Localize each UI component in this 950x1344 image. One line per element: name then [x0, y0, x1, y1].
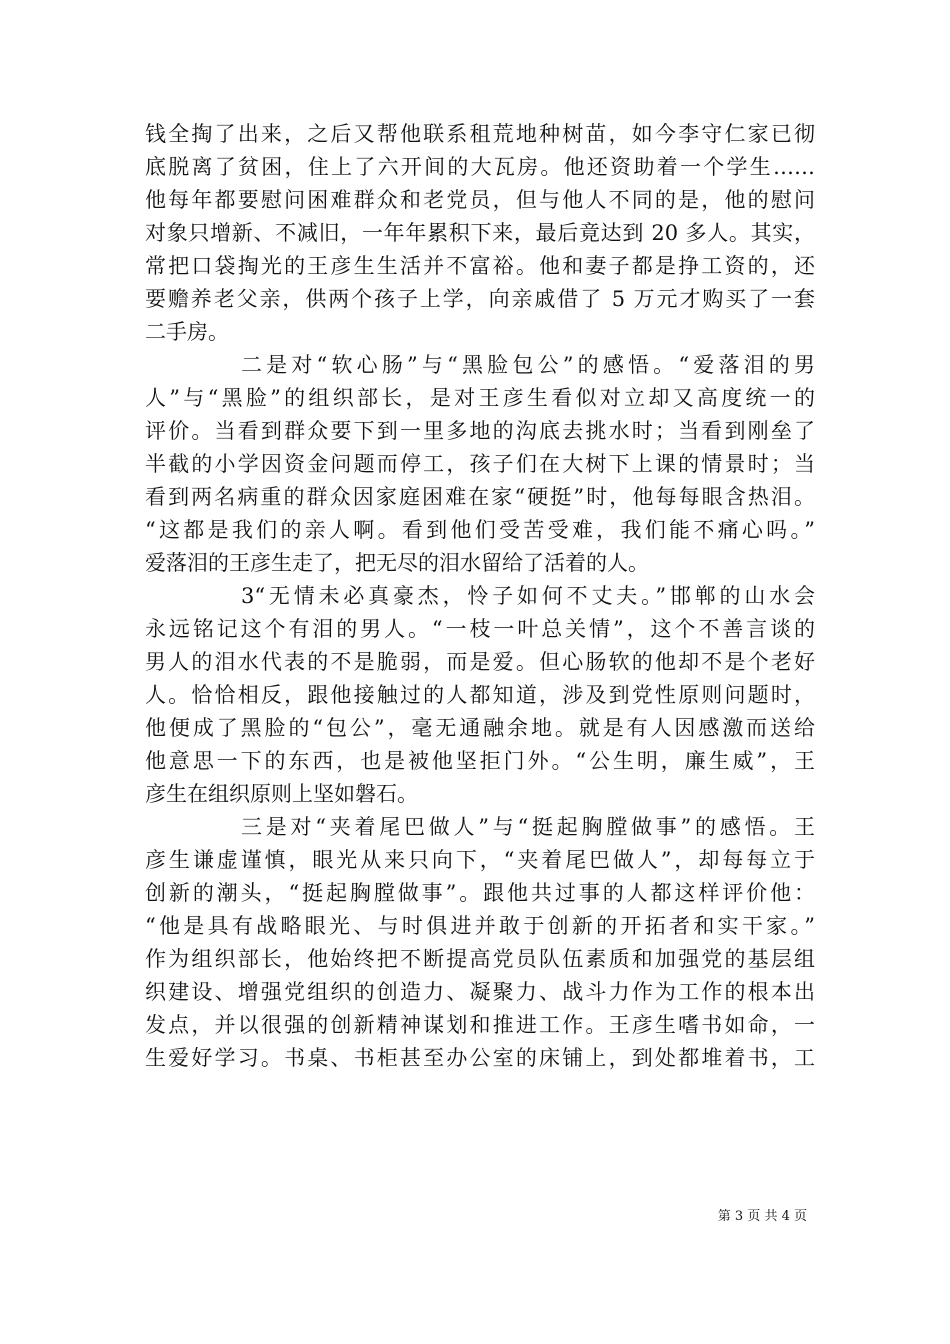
text-line: 底脱离了贫困，住上了六开间的大瓦房。他还资助着一个学生……	[145, 155, 815, 179]
text-line: 评价。当看到群众要下到一里多地的沟底去挑水时；当看到刚垒了	[145, 419, 815, 443]
text-line: 对象只增新、不减旧，一年年累积下来，最后竟达到 20 多人。其实，	[145, 221, 815, 245]
body-text	[145, 118, 815, 1075]
text-line: 彦生谦虚谨慎，眼光从来只向下，“夹着尾巴做人”，却每每立于	[145, 848, 815, 872]
page-number-footer: 第 3 页 共 4 页	[717, 1209, 807, 1224]
text-line: 生爱好学习。书桌、书柜甚至办公室的床铺上，到处都堆着书，工	[145, 1046, 815, 1070]
text-line: 他每年都要慰问困难群众和老党员，但与他人不同的是，他的慰问	[145, 188, 815, 212]
text-line: 创新的潮头，“挺起胸膛做事”。跟他共过事的人都这样评价他：	[145, 881, 815, 905]
paragraph-1	[145, 118, 815, 349]
text-line: “他是具有战略眼光、与时俱进并敢于创新的开拓者和实干家。”	[145, 914, 815, 938]
text-line: 发点，并以很强的创新精神谋划和推进工作。王彦生嗜书如命，一	[145, 1013, 815, 1037]
text-line: 半截的小学因资金问题而停工，孩子们在大树下上课的情景时；当	[145, 452, 815, 476]
text-line: 二是对“软心肠”与“黑脸包公”的感悟。“爱落泪的男	[241, 353, 815, 377]
text-line: 钱全掏了出来，之后又帮他联系租荒地种树苗，如今李守仁家已彻	[145, 122, 815, 146]
text-line: 三是对“夹着尾巴做人”与“挺起胸膛做事”的感悟。王	[241, 815, 815, 839]
text-line: 二手房。	[145, 320, 229, 344]
text-line: 彦生在组织原则上坚如磐石。	[145, 782, 418, 806]
text-line: 作为组织部长，他始终把不断提高党员队伍素质和加强党的基层组	[145, 947, 815, 971]
paragraph-3	[145, 580, 815, 811]
text-line: “这都是我们的亲人啊。看到他们受苦受难，我们能不痛心吗。”	[145, 518, 815, 542]
text-line: 看到两名病重的群众因家庭困难在家“硬挺”时，他每每眼含热泪。	[145, 485, 815, 509]
text-line: 人。恰恰相反，跟他接触过的人都知道，涉及到党性原则问题时，	[145, 683, 815, 707]
paragraph-4	[145, 811, 815, 1075]
text-line: 男人的泪水代表的不是脆弱，而是爱。但心肠软的他却不是个老好	[145, 650, 815, 674]
text-line: 他意思一下的东西，也是被他坚拒门外。“公生明，廉生威”，王	[145, 749, 815, 773]
text-line: 人”与“黑脸”的组织部长，是对王彦生看似对立却又高度统一的	[145, 386, 815, 410]
text-line: 织建设、增强党组织的创造力、凝聚力、战斗力作为工作的根本出	[145, 980, 815, 1004]
text-line: 他便成了黑脸的“包公”，毫无通融余地。就是有人因感激而送给	[145, 716, 815, 740]
text-line: 要赡养老父亲，供两个孩子上学，向亲戚借了 5 万元才购买了一套	[145, 287, 815, 311]
text-line: 常把口袋掏光的王彦生生活并不富裕。他和妻子都是挣工资的，还	[145, 254, 815, 278]
paragraph-2	[145, 349, 815, 580]
text-line: 3“无情未必真豪杰，怜子如何不丈夫。”邯郸的山水会	[241, 584, 815, 608]
text-line: 永远铭记这个有泪的男人。“一枝一叶总关情”，这个不善言谈的	[145, 617, 815, 641]
text-line: 爱落泪的王彦生走了，把无尽的泪水留给了活着的人。	[145, 551, 649, 575]
